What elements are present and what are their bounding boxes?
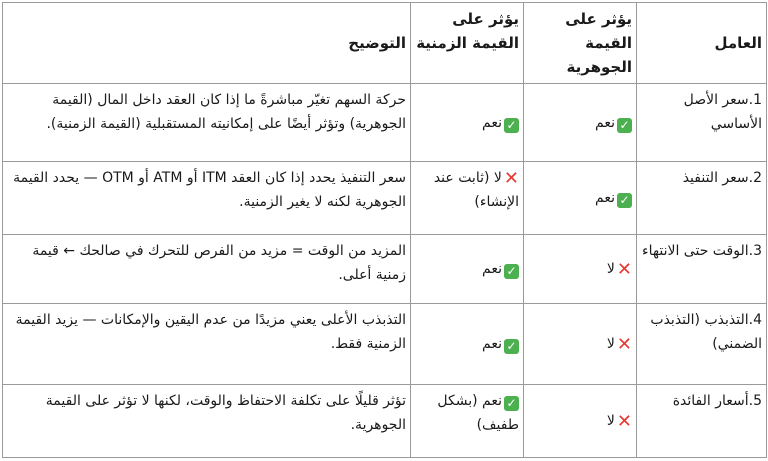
cross-mark-icon: ✕ [616, 333, 632, 355]
time-cell [411, 84, 524, 162]
cross-mark-icon: ✕ [616, 258, 632, 280]
intrinsic-value: نعم [595, 190, 615, 207]
intrinsic-cell [524, 162, 637, 235]
intrinsic-cell [524, 303, 637, 384]
time-value: نعم [482, 260, 502, 277]
comparison-table-container [2, 2, 766, 458]
check-mark-icon: ✓ [617, 118, 632, 133]
description-cell: تؤثر قليلًا على تكلفة الاحتفاظ والوقت، لكنها لا تؤثر على القيمة الجوهرية. [3, 384, 411, 457]
table-row [3, 162, 767, 235]
time-cell [411, 162, 524, 235]
time-cell [411, 303, 524, 384]
description-cell: سعر التنفيذ يحدد إذا كان العقد ITM أو ATM أو OTM — يحدد القيمة الجوهرية لكنه لا يغير الزمنية. [3, 162, 411, 235]
factor-cell: 3.الوقت حتى الانتهاء [637, 235, 767, 304]
time-value: لا (ثابت عند الإنشاء) [433, 170, 519, 211]
table-row [3, 84, 767, 162]
header-factor: العامل [637, 3, 767, 84]
header-intrinsic: يؤثر على القيمة الجوهرية [524, 3, 637, 84]
intrinsic-value: لا [606, 260, 615, 277]
factor-cell: 5.أسعار الفائدة [637, 384, 767, 457]
intrinsic-value: لا [606, 412, 615, 429]
intrinsic-cell [524, 84, 637, 162]
time-value: نعم [482, 114, 502, 131]
description-cell: المزيد من الوقت = مزيد من الفرص للتحرك في صالحك ← قيمة زمنية أعلى. [3, 235, 411, 304]
intrinsic-cell [524, 384, 637, 457]
time-value: نعم (بشكل طفيف) [437, 392, 519, 433]
table-row [3, 235, 767, 304]
check-mark-icon: ✓ [504, 339, 519, 354]
factor-cell: 2.سعر التنفيذ [637, 162, 767, 235]
check-mark-icon: ✓ [504, 118, 519, 133]
check-mark-icon: ✓ [504, 396, 519, 411]
intrinsic-value: نعم [595, 114, 615, 131]
cross-mark-icon: ✕ [616, 410, 632, 432]
description-cell: التذبذب الأعلى يعني مزيدًا من عدم اليقين والإمكانات — يزيد القيمة الزمنية فقط. [3, 303, 411, 384]
check-mark-icon: ✓ [504, 264, 519, 279]
header-description: التوضيح [3, 3, 411, 84]
check-mark-icon: ✓ [617, 193, 632, 208]
table-row [3, 303, 767, 384]
cross-mark-icon: ✕ [503, 168, 519, 190]
time-cell [411, 384, 524, 457]
intrinsic-value: لا [606, 335, 615, 352]
header-row [3, 3, 767, 84]
description-cell: حركة السهم تغيّر مباشرةً ما إذا كان العقد داخل المال (القيمة الجوهرية) وتؤثر أيضًا على إمكانيته المستقبلية (القيمة الزمنية). [3, 84, 411, 162]
comparison-table [2, 2, 767, 458]
factor-cell: 4.التذبذب (التذبذب الضمني) [637, 303, 767, 384]
intrinsic-cell [524, 235, 637, 304]
time-cell [411, 235, 524, 304]
time-value: نعم [482, 335, 502, 352]
table-row [3, 384, 767, 457]
factor-cell: 1.سعر الأصل الأساسي [637, 84, 767, 162]
header-time: يؤثر على القيمة الزمنية [411, 3, 524, 84]
